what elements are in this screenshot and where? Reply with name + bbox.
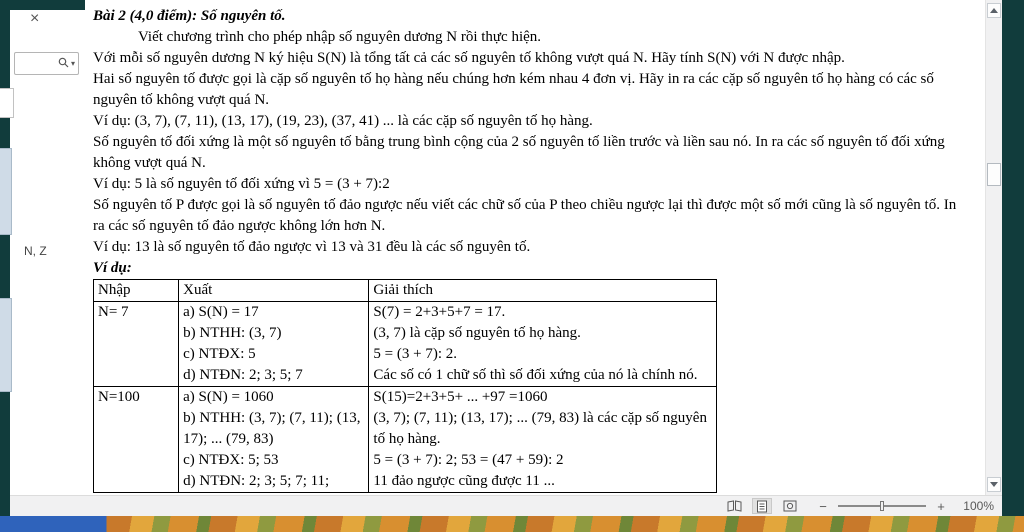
search-icon[interactable] [58,55,69,73]
arrow-up-icon [990,8,998,13]
cell-nhap [94,302,179,387]
cell-line: d) NTĐN: 2; 3; 5; 7 [183,367,303,383]
zoom-slider[interactable] [838,505,926,507]
cell-line: b) NTHH: (3, 7) [183,325,282,341]
status-bar [10,495,1002,516]
scroll-up-button[interactable] [987,3,1001,18]
cell-line: b) NTHH: (3, 7); (7, 11); (13, 17); ... (79, 83) [183,410,361,447]
search-input[interactable] [15,55,56,72]
page-thumbnail[interactable] [0,298,12,392]
cell-nhap [94,387,179,493]
paragraph: Số nguyên tố đối xứng là một số nguyên tố bằng trung bình cộng của 2 số nguyên tố liền trước và liền sau nó. In ra các số nguyên tố đối xứng không vượt quá N. [93,134,945,171]
cell-line: a) S(N) = 1060 [183,389,274,405]
nav-pane-card [0,88,14,118]
zoom-in-button[interactable]: + [937,498,945,514]
col-header-giai-thich: Giải thích [369,280,717,302]
paragraph: Ví dụ: 5 là số nguyên tố đối xứng vì 5 = (3 + 7):2 [93,176,390,192]
cell-line: S(7) = 2+3+5+7 = 17. [373,304,506,320]
print-layout-icon [756,500,768,513]
cell-line: c) NTĐX: 5; 53 [183,452,279,468]
cell-line: 5 = (3 + 7): 2; 53 = (47 + 59): 2 [373,452,564,468]
table-row [94,387,717,493]
paragraph: Hai số nguyên tố được gọi là cặp số nguyên tố họ hàng nếu chúng hơn kém nhau 4 đơn vị. Hãy in ra các cặp số nguyên tố họ hàng có các số nguyên tố không vượt quá N. [93,71,934,108]
example-label: Ví dụ: [93,260,132,276]
document-page [85,0,985,495]
search-dropdown-icon[interactable]: ▾ [70,58,75,68]
paragraph: Viết chương trình cho phép nhập số nguyên dương N rồi thực hiện. [138,29,542,45]
cell-line: (3, 7) là cặp số nguyên tố họ hàng. [373,325,581,341]
taskbar-wallpaper-strip [0,516,1024,532]
cell-line: N=100 [98,389,140,405]
paragraph: Ví dụ: 13 là số nguyên tố đảo ngược vì 13 và 31 đều là các số nguyên tố. [93,239,531,255]
cell-line: S(15)=2+3+5+ ... +97 =1060 [373,389,548,405]
search-box[interactable] [14,52,79,75]
cell-line: 11 đảo ngược cũng được 11 ... [373,473,555,489]
paragraph: Số nguyên tố P được gọi là số nguyên tố đảo ngược nếu viết các chữ số của P theo chiều ngược lại thì được một số mới cũng là số nguyên tố. In ra các số nguyên tố đảo ngược không lớn hơn N. [93,197,957,234]
vertical-scrollbar[interactable] [985,0,1002,495]
cell-line: d) NTĐN: 2; 3; 5; 7; 11; [183,473,330,489]
zoom-out-button[interactable]: − [819,498,827,514]
page-thumbnail[interactable] [0,148,12,235]
cell-giai-thich [369,302,717,387]
example-table [93,279,717,493]
view-shortcuts [724,498,800,514]
navigation-pane [10,10,85,495]
cell-line: N= 7 [98,304,129,320]
web-layout-icon [783,500,797,512]
nav-heading-label[interactable]: N, Z [24,244,47,258]
zoom-slider-thumb[interactable] [880,501,884,511]
read-mode-button[interactable] [724,498,744,514]
table-row [94,302,717,387]
col-header-xuat: Xuất [179,280,369,302]
col-header-nhap: Nhập [94,280,179,302]
cell-line: a) S(N) = 17 [183,304,259,320]
web-layout-button[interactable] [780,498,800,514]
cell-line: Các số có 1 chữ số thì số đối xứng của nó là chính nó. [373,367,698,383]
cell-xuat [179,302,369,387]
arrow-down-icon [990,482,998,487]
exercise-title: Bài 2 (4,0 điểm): Số nguyên tố. [93,8,286,24]
print-layout-button[interactable] [752,498,772,514]
cell-line: c) NTĐX: 5 [183,346,256,362]
cell-line: 5 = (3 + 7): 2. [373,346,457,362]
close-pane-button[interactable]: × [30,10,40,27]
cell-xuat [179,387,369,493]
cell-line: (3, 7); (7, 11); (13, 17); ... (79, 83) là các cặp số nguyên tố họ hàng. [373,410,707,447]
paragraph: Ví dụ: (3, 7), (7, 11), (13, 17), (19, 23), (37, 41) ... là các cặp số nguyên tố họ hàng. [93,113,593,129]
paragraph: Với mỗi số nguyên dương N ký hiệu S(N) là tổng tất cả các số nguyên tố không vượt quá N. Hãy tính S(N) với N được nhập. [93,50,845,66]
table-header-row [94,280,717,302]
cell-giai-thich [369,387,717,493]
read-mode-icon [727,500,742,512]
scroll-down-button[interactable] [987,477,1001,492]
scrollbar-thumb[interactable] [987,163,1001,186]
zoom-level-label[interactable]: 100% [963,499,994,513]
